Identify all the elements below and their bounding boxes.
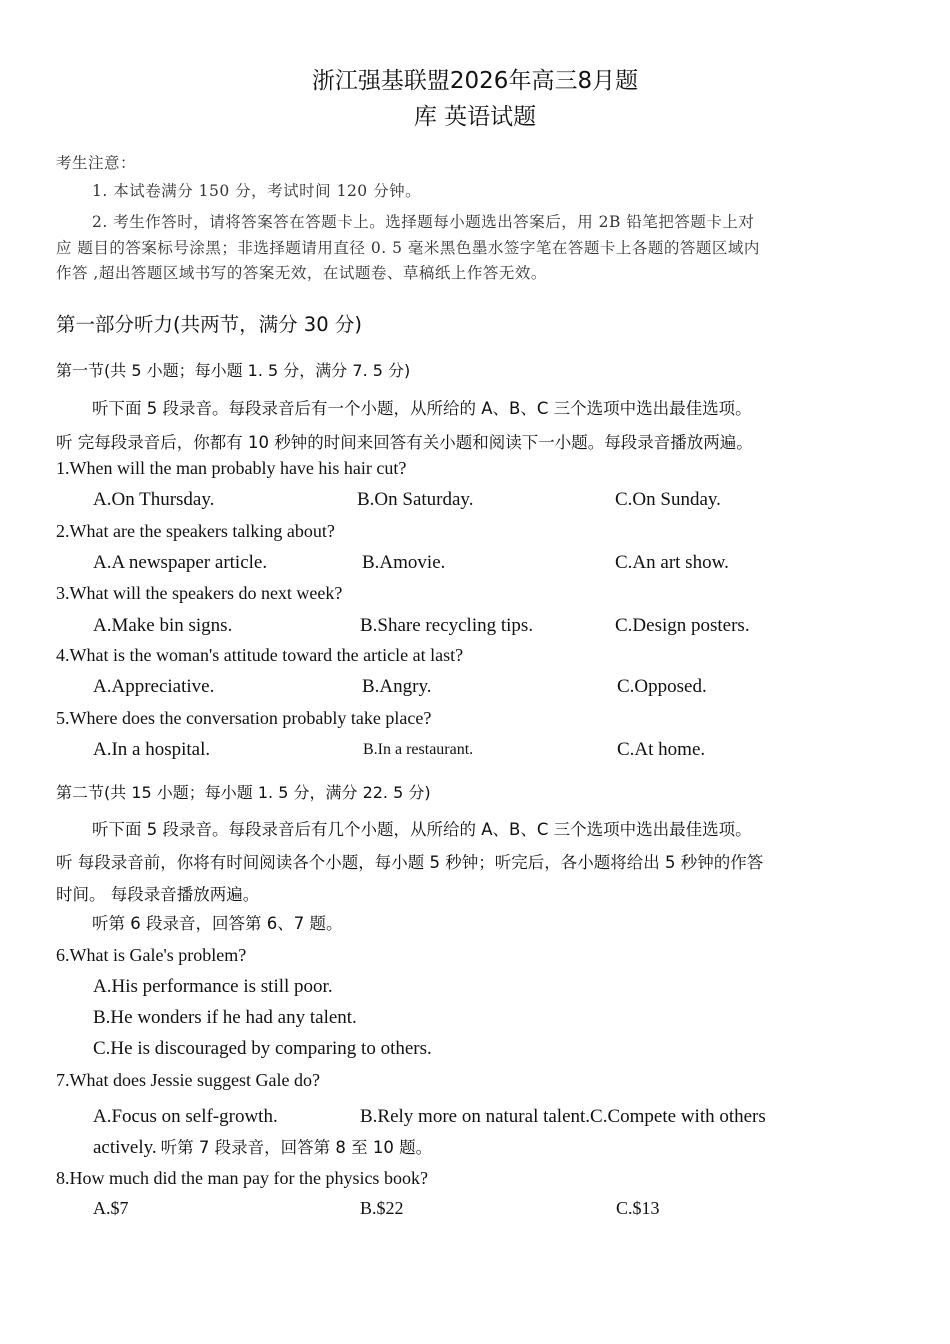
- question-1-stem: 1.When will the man probably have his hair cut?: [56, 458, 407, 478]
- question-7-option-c-cont: actively.: [93, 1137, 157, 1158]
- question-6-option-a: A.His performance is still poor.: [93, 976, 333, 997]
- question-8-stem: 8.How much did the man pay for the physics book?: [56, 1168, 428, 1188]
- question-3-option-b: B.Share recycling tips.: [360, 615, 534, 636]
- question-4-stem: 4.What is the woman's attitude toward the article at last?: [56, 645, 464, 665]
- question-3-option-a: A.Make bin signs.: [93, 615, 233, 636]
- question-4-option-b: B.Angry.: [362, 676, 432, 697]
- question-3-option-c: C.Design posters.: [615, 615, 750, 636]
- exam-title-line2: 库 英语试题: [413, 104, 537, 130]
- question-4-option-c: C.Opposed.: [617, 676, 707, 697]
- question-2-option-a: A.A newspaper article.: [93, 552, 268, 573]
- question-2-option-b: B.Amovie.: [362, 552, 446, 573]
- exam-title-line1: 浙江强基联盟2026年高三8月题: [311, 68, 639, 94]
- section1-instruction-line1: 听下面 5 段录音。每段录音后有一个小题，从所给的 A、B、C 三个选项中选出最佳选项。: [92, 399, 752, 418]
- question-2-stem: 2.What are the speakers talking about?: [56, 521, 335, 541]
- section1-instruction-line2: 听 完每段录音后，你都有 10 秒钟的时间来回答有关小题和阅读下一小题。每段录音播放两遍。: [56, 433, 753, 452]
- question-2-option-c: C.An art show.: [615, 552, 729, 573]
- notice-item-2-line3: 作答 ,超出答题区域书写的答案无效，在试题卷、草稿纸上作答无效。: [56, 264, 547, 282]
- question-6-option-c: C.He is discouraged by comparing to others.: [93, 1038, 432, 1059]
- notice-item-2-line2: 应 题目的答案标号涂黑；非选择题请用直径 0. 5 毫米黑色墨水签字笔在答题卡上各题的答题区域内: [56, 239, 760, 257]
- section2-instruction-line3: 时间。 每段录音播放两遍。: [56, 885, 260, 904]
- question-5-stem: 5.Where does the conversation probably take place?: [56, 708, 432, 728]
- question-7-option-b-c: B.Rely more on natural talent.C.Compete with others: [360, 1106, 766, 1127]
- part1-heading: 第一部分听力(共两节，满分 30 分): [56, 313, 362, 336]
- audio-6-instruction: 听第 6 段录音，回答第 6、7 题。: [92, 914, 343, 933]
- question-8-option-c: C.$13: [616, 1198, 660, 1218]
- question-1-option-c: C.On Sunday.: [615, 489, 721, 510]
- notice-item-2-line1: 2. 考生作答时，请将答案答在答题卡上。选择题每小题选出答案后，用 2B 铅笔把答题卡上对: [92, 213, 755, 231]
- question-8-option-a: A.$7: [93, 1198, 129, 1218]
- question-7-option-a: A.Focus on self-growth.: [93, 1106, 278, 1127]
- question-5-option-a: A.In a hospital.: [93, 739, 211, 760]
- question-3-stem: 3.What will the speakers do next week?: [56, 583, 343, 603]
- question-1-option-b: B.On Saturday.: [357, 489, 474, 510]
- question-5-option-c: C.At home.: [617, 739, 706, 760]
- question-8-option-b: B.$22: [360, 1198, 404, 1218]
- question-6-option-b: B.He wonders if he had any talent.: [93, 1007, 357, 1028]
- question-6-stem: 6.What is Gale's problem?: [56, 945, 247, 965]
- question-5-option-b: B.In a restaurant.: [363, 741, 474, 758]
- section1-heading: 第一节(共 5 小题；每小题 1. 5 分，满分 7. 5 分): [56, 361, 411, 380]
- audio-7-instruction: 听第 7 段录音，回答第 8 至 10 题。: [160, 1138, 433, 1157]
- section2-instruction-line2: 听 每段录音前，你将有时间阅读各个小题，每小题 5 秒钟；听完后，各小题将给出 5 秒钟的作答: [56, 853, 764, 872]
- notice-item-1: 1. 本试卷满分 150 分，考试时间 120 分钟。: [92, 182, 422, 200]
- question-7-continuation: [93, 1134, 432, 1159]
- question-7-stem: 7.What does Jessie suggest Gale do?: [56, 1070, 320, 1090]
- section2-heading: 第二节(共 15 小题；每小题 1. 5 分，满分 22. 5 分): [56, 783, 431, 802]
- notice-heading: 考生注意：: [56, 154, 137, 172]
- question-1-option-a: A.On Thursday.: [93, 489, 215, 510]
- section2-instruction-line1: 听下面 5 段录音。每段录音后有几个小题，从所给的 A、B、C 三个选项中选出最佳选项。: [92, 820, 752, 839]
- question-4-option-a: A.Appreciative.: [93, 676, 215, 697]
